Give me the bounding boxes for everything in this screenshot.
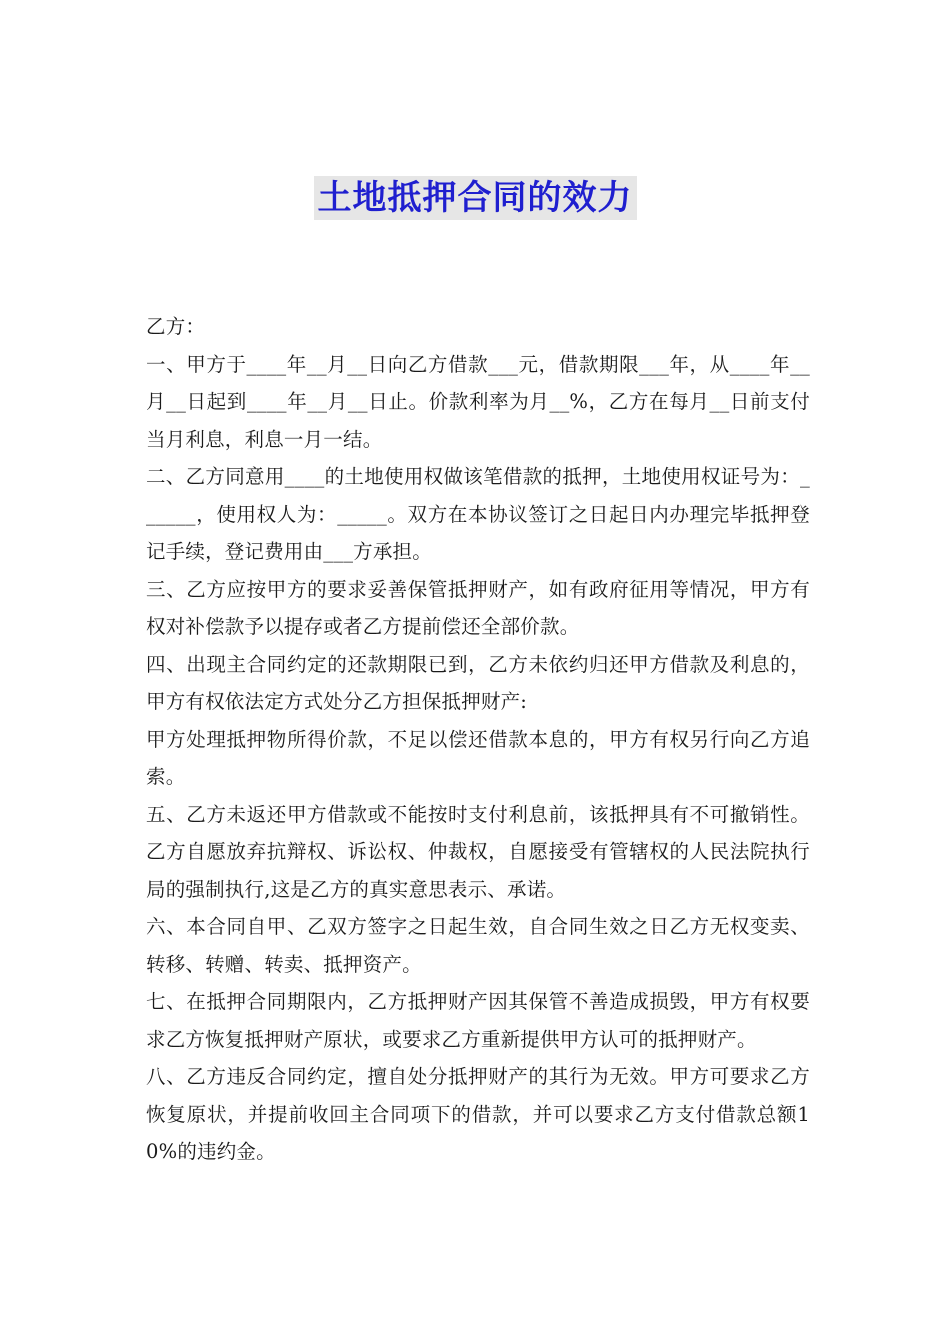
title-container xyxy=(0,176,950,220)
document-title: 土地抵押合同的效力 xyxy=(314,176,637,220)
paragraph-clause-6: 六、本合同自甲、乙双方签字之日起生效，自合同生效之日乙方无权变卖、转移、转赠、转卖、抵押资产。 xyxy=(146,915,810,976)
paragraph-clause-1: 一、甲方于____年__月__日向乙方借款___元，借款期限___年，从____年__月__日起到____年__月__日止。价款利率为月__%，乙方在每月__日前支付当月利息，利息一月一结。 xyxy=(146,352,810,451)
document-body xyxy=(146,308,810,1171)
paragraph-clause-3: 三、乙方应按甲方的要求妥善保管抵押财产，如有政府征用等情况，甲方有权对补偿款予以提存或者乙方提前偿还全部价款。 xyxy=(146,577,810,638)
paragraph-clause-4-detail: 甲方处理抵押物所得价款，不足以偿还借款本息的，甲方有权另行向乙方追索。 xyxy=(146,727,810,788)
paragraph-clause-8: 八、乙方违反合同约定，擅自处分抵押财产的其行为无效。甲方可要求乙方恢复原状，并提前收回主合同项下的借款，并可以要求乙方支付借款总额10%的违约金。 xyxy=(146,1065,810,1163)
paragraph-clause-7: 七、在抵押合同期限内，乙方抵押财产因其保管不善造成损毁，甲方有权要求乙方恢复抵押财产原状，或要求乙方重新提供甲方认可的抵押财产。 xyxy=(146,990,810,1051)
paragraph-clause-5: 五、乙方未返还甲方借款或不能按时支付利息前，该抵押具有不可撤销性。乙方自愿放弃抗辩权、诉讼权、仲裁权，自愿接受有管辖权的人民法院执行局的强制执行,这是乙方的真实意思表示、承诺。 xyxy=(146,802,810,901)
paragraph-party-b: 乙方： xyxy=(146,315,206,338)
paragraph-clause-2: 二、乙方同意用____的土地使用权做该笔借款的抵押，土地使用权证号为：______，使用权人为：_____。双方在本协议签订之日起日内办理完毕抵押登记手续，登记费用由___方承担。 xyxy=(146,465,810,563)
paragraph-clause-4: 四、出现主合同约定的还款期限已到，乙方未依约归还甲方借款及利息的，甲方有权依法定方式处分乙方担保抵押财产: xyxy=(146,652,810,713)
